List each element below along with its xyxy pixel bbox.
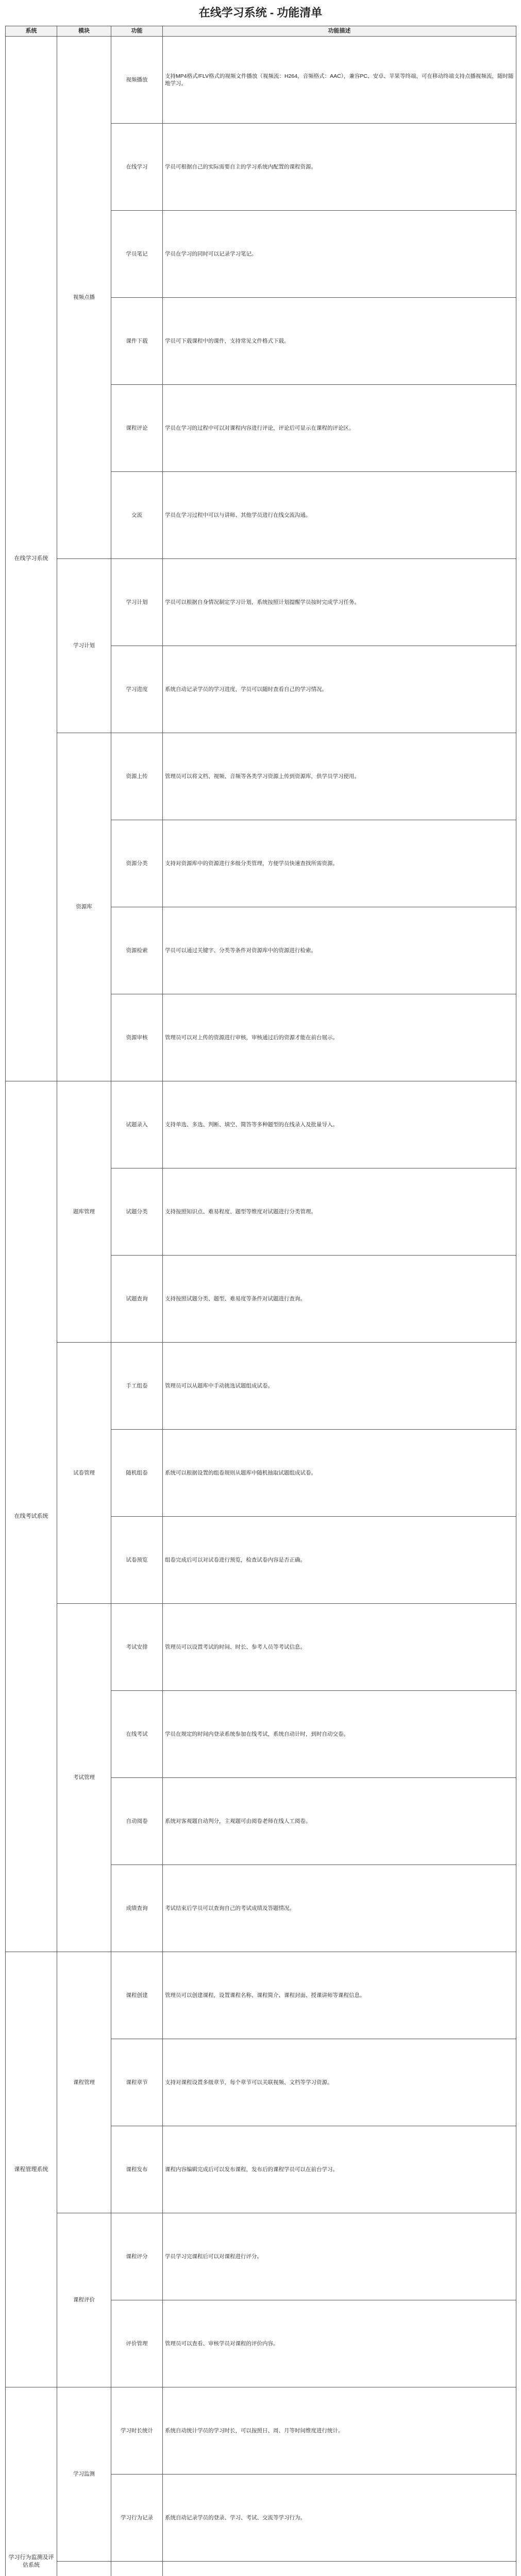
feature-cell: 视频播放 — [111, 37, 163, 124]
description-cell: 组卷完成后可以对试卷进行预览，检查试卷内容是否正确。 — [163, 1517, 516, 1604]
feature-cell: 随机组卷 — [111, 1430, 163, 1517]
table-row — [6, 2562, 516, 2576]
table-body — [6, 37, 516, 2576]
feature-cell: 课程发布 — [111, 2126, 163, 2213]
table-row — [6, 37, 516, 124]
feature-cell: 手工组卷 — [111, 1343, 163, 1430]
description-cell: 学员在学习的过程中可以对课程内容进行评论，评论后可显示在课程的评论区。 — [163, 385, 516, 472]
column-header-module: 模块 — [57, 26, 111, 37]
description-cell: 系统自动记录学员的登录、学习、考试、交流等学习行为。 — [163, 2475, 516, 2562]
module-cell: 资源库 — [57, 733, 111, 1081]
column-header-system: 系统 — [6, 26, 57, 37]
description-cell: 学员在规定的时间内登录系统参加在线考试，系统自动计时，到时自动交卷。 — [163, 1691, 516, 1778]
feature-cell: 试卷预览 — [111, 1517, 163, 1604]
column-header-feature: 功能 — [111, 26, 163, 37]
module-cell: 课程管理 — [57, 1952, 111, 2213]
description-cell: 系统可以根据设置的组卷规则从题库中随机抽取试题组成试卷。 — [163, 1430, 516, 1517]
description-cell: 管理员可以设置考试的时间、时长、参考人员等考试信息。 — [163, 1604, 516, 1691]
description-cell: 支持对课程设置多级章节，每个章节可以关联视频、文档等学习资源。 — [163, 2039, 516, 2126]
table-row — [6, 559, 516, 646]
feature-cell: 资源审核 — [111, 994, 163, 1081]
system-cell: 学习行为监测及评估系统 — [6, 2387, 57, 2576]
description-cell: 系统对客观题自动判分，主观题可由阅卷老师在线人工阅卷。 — [163, 1778, 516, 1865]
feature-cell: 试题查询 — [111, 1256, 163, 1343]
feature-cell: 资源上传 — [111, 733, 163, 820]
description-cell: 学员在学习的同时可以记录学习笔记。 — [163, 211, 516, 298]
table-row — [6, 2213, 516, 2300]
module-cell: 学习计划 — [57, 559, 111, 733]
feature-cell: 在线考试 — [111, 1691, 163, 1778]
table-row — [6, 1952, 516, 2039]
table-row — [6, 733, 516, 820]
description-cell — [163, 2562, 516, 2576]
feature-cell: 课程评分 — [111, 2213, 163, 2300]
feature-cell: 交流 — [111, 472, 163, 559]
module-cell: 考试管理 — [57, 1604, 111, 1952]
system-cell: 在线学习系统 — [6, 37, 57, 1081]
feature-cell: 成绩查询 — [111, 1865, 163, 1952]
feature-cell: 自动阅卷 — [111, 1778, 163, 1865]
feature-cell: 资源检索 — [111, 907, 163, 994]
system-cell: 课程管理系统 — [6, 1952, 57, 2387]
feature-cell: 课程创建 — [111, 1952, 163, 2039]
table-header-row — [6, 26, 516, 37]
column-header-description: 功能描述 — [163, 26, 516, 37]
description-cell: 支持按照知识点、难易程度、题型等维度对试题进行分类管理。 — [163, 1168, 516, 1256]
description-cell: 管理员可以创建课程，设置课程名称、课程简介、课程封面、授课讲师等课程信息。 — [163, 1952, 516, 2039]
function-table — [5, 26, 516, 2576]
page-title: 在线学习系统 - 功能清单 — [198, 6, 323, 19]
module-cell — [57, 2562, 111, 2576]
feature-cell: 考试安排 — [111, 1604, 163, 1691]
description-cell: 课程内容编辑完成后可以发布课程，发布后的课程学员可以在前台学习。 — [163, 2126, 516, 2213]
feature-cell: 资源分类 — [111, 820, 163, 907]
description-cell: 学员可以通过关键字、分类等条件对资源库中的资源进行检索。 — [163, 907, 516, 994]
description-cell: 支持对资源库中的资源进行多级分类管理，方便学员快速查找所需资源。 — [163, 820, 516, 907]
feature-cell: 试题分类 — [111, 1168, 163, 1256]
feature-cell — [111, 2562, 163, 2576]
module-cell: 视频点播 — [57, 37, 111, 559]
module-cell: 试卷管理 — [57, 1343, 111, 1604]
description-cell: 支持MP4格式/FLV格式的视频文件播放（视频流：H264，音频格式：AAC），兼容PC、安卓、苹果等终端，可在移动终端支持点播视频流，随时随地学习。 — [163, 37, 516, 124]
table-row — [6, 1343, 516, 1430]
feature-cell: 学习计划 — [111, 559, 163, 646]
description-cell: 管理员可以将文档、视频、音频等各类学习资源上传到资源库，供学员学习使用。 — [163, 733, 516, 820]
description-cell: 考试结束后学员可以查询自己的考试成绩及答题情况。 — [163, 1865, 516, 1952]
feature-cell: 学习行为记录 — [111, 2475, 163, 2562]
table-row — [6, 1604, 516, 1691]
description-cell: 学员可根据自己的实际需要自主的学习系统内配置的课程资源。 — [163, 124, 516, 211]
feature-cell: 课程章节 — [111, 2039, 163, 2126]
feature-cell: 在线学习 — [111, 124, 163, 211]
feature-cell: 学习时长统计 — [111, 2387, 163, 2475]
module-cell: 课程评价 — [57, 2213, 111, 2387]
description-cell: 学员学习完课程后可以对课程进行评分。 — [163, 2213, 516, 2300]
description-cell: 系统自动统计学员的学习时长，可以按照日、周、月等时间维度进行统计。 — [163, 2387, 516, 2475]
description-cell: 支持按照试题分类、题型、难易度等条件对试题进行查询。 — [163, 1256, 516, 1343]
description-cell: 支持单选、多选、判断、填空、简答等多种题型的在线录入及批量导入。 — [163, 1081, 516, 1168]
table-row — [6, 2387, 516, 2475]
description-cell: 系统自动记录学员的学习进度，学员可以随时查看自己的学习情况。 — [163, 646, 516, 733]
feature-cell: 评价管理 — [111, 2300, 163, 2387]
description-cell: 学员在学习过程中可以与讲师、其他学员进行在线交流沟通。 — [163, 472, 516, 559]
feature-cell: 学员笔记 — [111, 211, 163, 298]
module-cell: 学习监测 — [57, 2387, 111, 2562]
feature-cell: 课程评论 — [111, 385, 163, 472]
module-cell: 题库管理 — [57, 1081, 111, 1343]
system-cell: 在线考试系统 — [6, 1081, 57, 1952]
description-cell: 管理员可以从题库中手动挑选试题组成试卷。 — [163, 1343, 516, 1430]
description-cell: 管理员可以对上传的资源进行审核，审核通过后的资源才能在前台展示。 — [163, 994, 516, 1081]
feature-cell: 课件下载 — [111, 298, 163, 385]
feature-cell: 试题录入 — [111, 1081, 163, 1168]
description-cell: 管理员可以查看、审核学员对课程的评价内容。 — [163, 2300, 516, 2387]
table-row — [6, 1081, 516, 1168]
feature-cell: 学习进度 — [111, 646, 163, 733]
description-cell: 学员可以根据自身情况制定学习计划，系统按照计划提醒学员按时完成学习任务。 — [163, 559, 516, 646]
description-cell: 学员可下载课程中的课件，支持常见文件格式下载。 — [163, 298, 516, 385]
